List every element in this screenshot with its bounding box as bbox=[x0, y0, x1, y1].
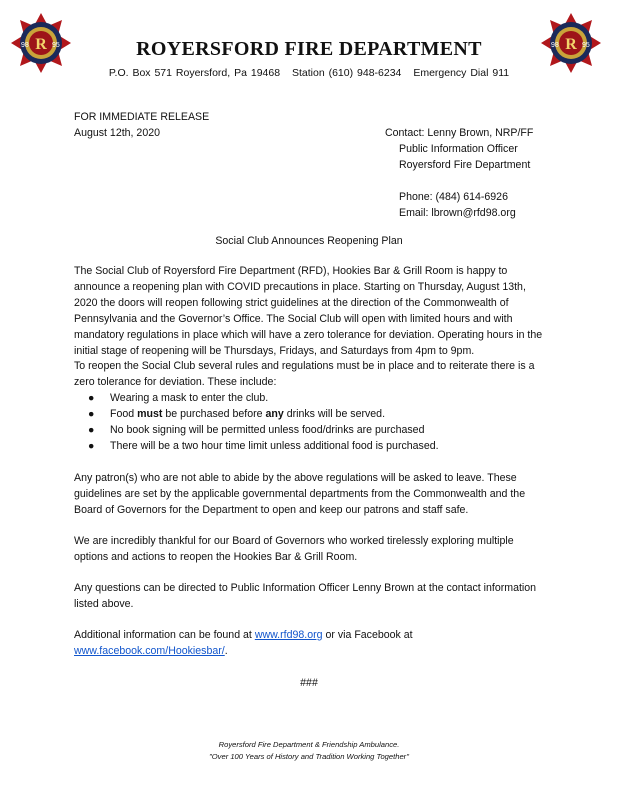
facebook-link[interactable]: www.facebook.com/Hookiesbar/ bbox=[74, 645, 225, 657]
rules-list bbox=[74, 390, 544, 454]
organization-title: ROYERSFORD FIRE DEPARTMENT bbox=[136, 38, 482, 60]
address-line bbox=[0, 67, 618, 79]
list-item: ● Wearing a mask to enter the club. bbox=[88, 392, 269, 404]
svg-text:98: 98 bbox=[21, 42, 29, 49]
website-link[interactable]: www.rfd98.org bbox=[254, 629, 323, 641]
paragraph-thanks: We are incredibly thankful for our Board of Governors who worked tirelessly exploring multiple options and actions to reopen the Hookies Bar & Grill Room. bbox=[74, 535, 514, 563]
svg-text:R: R bbox=[35, 36, 47, 53]
bullet-icon: ● bbox=[88, 440, 95, 452]
paragraph-additional-info: Additional information can be found at www.rfd98.org or via Facebook at www.facebook.com/Hookiesbar/. bbox=[74, 629, 413, 657]
svg-text:95: 95 bbox=[52, 42, 60, 49]
list-item: ● Food must be purchased before any drinks will be served. bbox=[88, 408, 386, 420]
contact-name: Contact: Lenny Brown, NRP/FF bbox=[385, 127, 534, 139]
list-item: ● No book signing will be permitted unless food/drinks are purchased bbox=[88, 424, 425, 436]
bullet-icon: ● bbox=[88, 408, 95, 420]
paragraph-rules-intro: To reopen the Social Club several rules and regulations must be in place and to reiterate there is a zero tolerance for deviation. These include: bbox=[74, 360, 535, 388]
contact-phone: Phone: (484) 614-6926 bbox=[399, 191, 508, 203]
contact-role: Public Information Officer bbox=[399, 143, 518, 155]
emergency-number: Emergency Dial 911 bbox=[413, 67, 510, 79]
contact-block bbox=[385, 125, 533, 221]
footer-tagline: "Over 100 Years of History and Tradition Working Together" bbox=[209, 752, 409, 761]
paragraph-questions: Any questions can be directed to Public Information Officer Lenny Brown at the contact information listed above. bbox=[74, 582, 537, 610]
svg-text:95: 95 bbox=[582, 42, 590, 49]
paragraph-announcement: The Social Club of Royersford Fire Department (RFD), Hookies Bar & Grill Room is happy to announce a reopening plan with COVID precautions in place. Starting on Thursday, August 13th, 2020 the doors will reopen following strict guidelines at the direction of the Commonwealth of Pennsylvania and the Governor’s Office. The Social Club will open with limited hours and with mandatory regulations in place which will have a zero tolerance for deviation. Operating hours in the initial stage of reopening will be Thursdays, Fridays, and Saturdays from 4pm to 9pm. bbox=[74, 265, 543, 357]
svg-text:98: 98 bbox=[551, 42, 559, 49]
contact-organization: Royersford Fire Department bbox=[399, 159, 531, 171]
contact-email: Email: lbrown@rfd98.org bbox=[399, 207, 516, 219]
footer-organization: Royersford Fire Department & Friendship Ambulance. bbox=[218, 740, 400, 749]
bullet-icon: ● bbox=[88, 424, 95, 436]
press-release-headline: Social Club Announces Reopening Plan bbox=[215, 235, 403, 247]
release-date: August 12th, 2020 bbox=[74, 127, 160, 139]
release-label: FOR IMMEDIATE RELEASE bbox=[74, 111, 210, 123]
po-box-address: P.O. Box 571 Royersford, Pa 19468 bbox=[108, 67, 281, 79]
paragraph-enforcement: Any patron(s) who are not able to abide by the above regulations will be asked to leave. These guidelines are set by the applicable governmental departments from the Commonwealth and the Board of Governors for the Department to open and keep our patrons and staff safe. bbox=[74, 472, 526, 516]
svg-text:R: R bbox=[565, 36, 577, 53]
station-phone: Station (610) 948-6234 bbox=[291, 67, 402, 79]
list-item: ● There will be a two hour time limit unless additional food is purchased. bbox=[88, 440, 439, 452]
end-mark: ### bbox=[300, 677, 318, 689]
bullet-icon: ● bbox=[88, 392, 95, 404]
